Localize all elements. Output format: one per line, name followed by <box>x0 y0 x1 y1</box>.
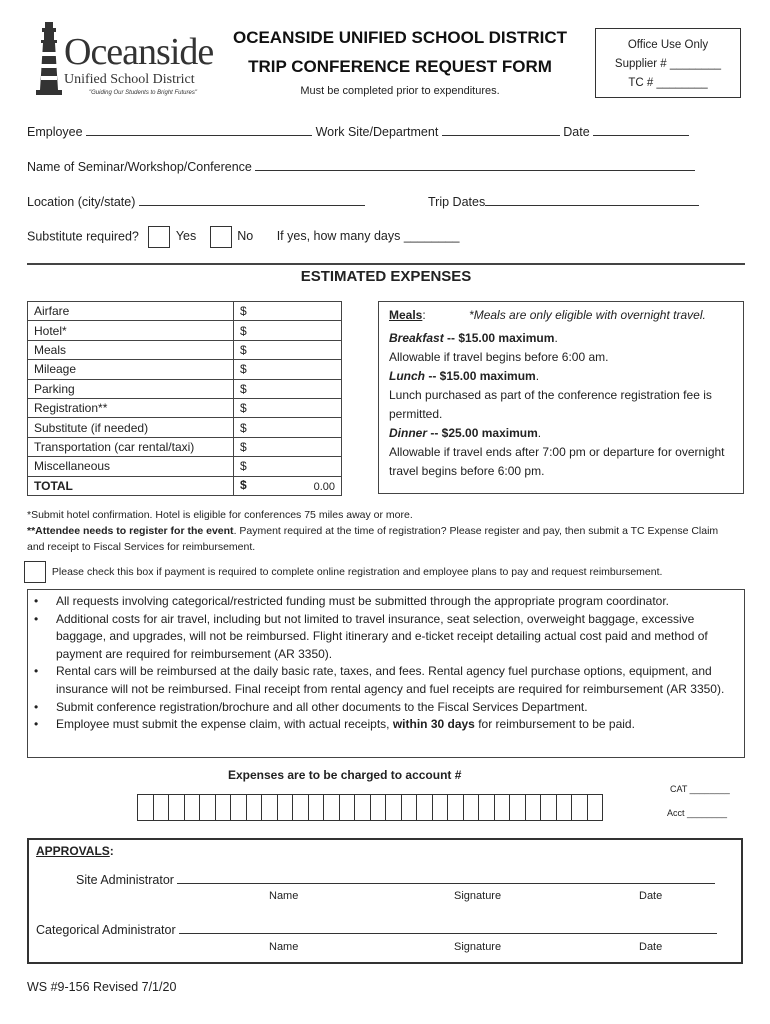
approvals-title-text: APPROVALS <box>36 844 110 858</box>
lunch-amount: -- $15.00 maximum <box>428 369 536 383</box>
employee-label: Employee <box>27 125 83 139</box>
expense-label: Mileage <box>28 360 234 379</box>
attendee-note <box>27 523 727 555</box>
expense-amount-field[interactable] <box>234 302 342 321</box>
section-divider <box>27 263 745 265</box>
trip-dates-label: Trip Dates <box>428 195 486 209</box>
date-field[interactable] <box>593 125 689 136</box>
location-row <box>27 195 365 209</box>
how-many-days-field[interactable]: If yes, how many days ________ <box>276 229 460 244</box>
expense-label: Registration** <box>28 398 234 417</box>
account-digit-box[interactable] <box>168 794 185 821</box>
expense-label: Transportation (car rental/taxi) <box>28 437 234 456</box>
table-row <box>28 437 342 456</box>
list-item <box>56 716 738 734</box>
account-digit-box[interactable] <box>323 794 340 821</box>
account-digit-box[interactable] <box>509 794 526 821</box>
employee-row <box>27 125 689 139</box>
meals-box: Meals: *Meals are only eligible with overnight travel. Breakfast -- $15.00 maximum. Allowable if travel begins before 6:00 am. Lunch -- $15.00 maximum. Lunch purchased as part of the conference registration fee is permitted. Dinner -- $25.00 maximum. Allowable if travel ends after 7:00 pm or departure for overnight travel begins before 6:00 pm. <box>378 301 744 494</box>
account-digit-box[interactable] <box>277 794 294 821</box>
logo-subtitle: Unified School District <box>64 72 195 87</box>
site-admin-name-label: Name <box>269 890 299 902</box>
account-digit-box[interactable] <box>230 794 247 821</box>
substitute-row <box>27 226 459 248</box>
account-digit-box[interactable] <box>137 794 154 821</box>
logo-tagline: "Guiding Our Students to Bright Futures" <box>89 90 197 96</box>
currency-symbol: $ <box>240 323 247 338</box>
location-label: Location (city/state) <box>27 195 136 209</box>
supplier-field[interactable]: Supplier # ________ <box>614 58 722 70</box>
location-field[interactable] <box>139 195 365 206</box>
table-row <box>28 321 342 340</box>
attendee-note-bold: **Attendee needs to register for the event <box>27 525 234 537</box>
district-title: OCEANSIDE UNIFIED SCHOOL DISTRICT <box>232 28 568 47</box>
site-admin-signature-label: Signature <box>454 890 502 902</box>
employee-field[interactable] <box>86 125 312 136</box>
approvals-box <box>27 838 743 964</box>
account-number-boxes <box>137 794 602 821</box>
list-item: • Submit conference registration/brochure and all other documents to the Fiscal Services Department. <box>56 699 738 717</box>
expense-label: Miscellaneous <box>28 457 234 476</box>
currency-symbol: $ <box>240 342 247 357</box>
account-digit-box[interactable] <box>416 794 433 821</box>
last-bullet-tail: for reimbursement to be paid. <box>474 717 635 732</box>
trip-dates-row <box>428 195 699 209</box>
expense-amount-field[interactable] <box>234 340 342 359</box>
currency-symbol: $ <box>240 420 247 435</box>
online-payment-text: Please check this box if payment is required to complete online registration and employee plans to pay and request reimbursement. <box>51 565 663 578</box>
table-row <box>28 418 342 437</box>
expense-amount-field[interactable] <box>234 418 342 437</box>
table-row <box>28 398 342 417</box>
account-digit-box[interactable] <box>463 794 480 821</box>
total-label: TOTAL <box>28 476 234 495</box>
account-digit-box[interactable] <box>246 794 263 821</box>
currency-symbol: $ <box>240 401 247 416</box>
account-digit-box[interactable] <box>292 794 309 821</box>
trip-dates-field[interactable] <box>485 195 699 206</box>
lunch-label: Lunch <box>389 369 425 383</box>
list-item: • Additional costs for air travel, including but not limited to travel insurance, seat selection, overweight baggage, excessive baggage, and upgrades, will not be reimbursed. Flight itinerary and e-ticket receipt detailing actual cost paid and method of payment are required for reimbursement (AR 3350). <box>56 611 738 664</box>
approvals-title <box>36 844 114 858</box>
account-digit-box[interactable] <box>354 794 371 821</box>
table-row <box>28 379 342 398</box>
no-label: No <box>237 229 254 244</box>
expense-label: Meals <box>28 340 234 359</box>
account-digit-box[interactable] <box>571 794 588 821</box>
account-digit-box[interactable] <box>432 794 449 821</box>
account-digit-box[interactable] <box>339 794 356 821</box>
substitute-yes-checkbox[interactable] <box>148 226 170 248</box>
account-digit-box[interactable] <box>184 794 201 821</box>
expense-label: Airfare <box>28 302 234 321</box>
expense-amount-field[interactable] <box>234 360 342 379</box>
form-title: TRIP CONFERENCE REQUEST FORM <box>248 57 552 76</box>
expense-amount-field[interactable] <box>234 321 342 340</box>
acct-field[interactable]: Acct ________ <box>667 808 728 818</box>
meals-heading: Meals <box>389 308 423 322</box>
date-label: Date <box>563 125 590 139</box>
logo-word: Oceanside <box>64 31 214 73</box>
expense-amount-field[interactable] <box>234 379 342 398</box>
account-digit-box[interactable] <box>494 794 511 821</box>
account-digit-box[interactable] <box>556 794 573 821</box>
attendee-note-text: . Payment required at the time of registration? Please register and pay, then submit a TC Expense Claim and receipt to Fiscal Services for reimbursement. <box>27 525 719 553</box>
substitute-no-checkbox[interactable] <box>210 226 232 248</box>
cat-admin-label: Categorical Administrator <box>36 923 176 937</box>
worksite-field[interactable] <box>442 125 560 136</box>
form-revision: WS #9-156 Revised 7/1/20 <box>27 980 177 994</box>
account-digit-box[interactable] <box>587 794 604 821</box>
total-row <box>28 476 342 495</box>
site-admin-date-label: Date <box>639 890 663 902</box>
cat-admin-name-label: Name <box>269 941 299 953</box>
cat-admin-signature-label: Signature <box>454 941 502 953</box>
office-use-heading: Office Use Only <box>627 39 709 51</box>
seminar-label: Name of Seminar/Workshop/Conference <box>27 160 252 174</box>
cat-admin-signature-line[interactable] <box>179 923 717 934</box>
account-title: Expenses are to be charged to account # <box>228 768 462 782</box>
breakfast-amount: -- $15.00 maximum <box>447 331 555 345</box>
account-digit-box[interactable] <box>261 794 278 821</box>
hotel-note: *Submit hotel confirmation. Hotel is eligible for conferences 75 miles away or more. <box>27 509 413 521</box>
substitute-label: Substitute required? <box>27 229 139 244</box>
table-row <box>28 302 342 321</box>
account-digit-box[interactable] <box>199 794 216 821</box>
currency-symbol: $ <box>240 362 247 377</box>
currency-symbol: $ <box>240 459 247 474</box>
account-digit-box[interactable] <box>540 794 557 821</box>
expense-notes <box>27 507 727 555</box>
account-digit-box[interactable] <box>215 794 232 821</box>
breakfast-label: Breakfast <box>389 331 444 345</box>
account-digit-box[interactable] <box>447 794 464 821</box>
expense-amount-field[interactable] <box>234 437 342 456</box>
account-digit-box[interactable] <box>478 794 495 821</box>
expense-label: Substitute (if needed) <box>28 418 234 437</box>
account-digit-box[interactable] <box>525 794 542 821</box>
account-digit-box[interactable] <box>308 794 325 821</box>
tc-field[interactable]: TC # ________ <box>628 77 708 89</box>
last-bullet-bold: within 30 days <box>392 717 475 732</box>
dinner-amount: -- $25.00 maximum <box>430 426 538 440</box>
currency-symbol: $ <box>240 478 247 493</box>
meals-note: *Meals are only eligible with overnight travel. <box>469 308 706 322</box>
currency-symbol: $ <box>240 304 247 319</box>
list-item: • All requests involving categorical/restricted funding must be submitted through the appropriate program coordinator. <box>56 593 738 611</box>
district-logo <box>34 20 214 100</box>
cat-admin-row <box>36 923 717 937</box>
account-digit-box[interactable] <box>385 794 402 821</box>
approvals-colon: : <box>109 844 114 858</box>
account-digit-box[interactable] <box>401 794 418 821</box>
seminar-row <box>27 160 695 174</box>
policy-bullets <box>27 589 745 758</box>
yes-label: Yes <box>175 229 197 244</box>
account-digit-box[interactable] <box>370 794 387 821</box>
lunch-rule: Lunch purchased as part of the conference registration fee is permitted. <box>389 388 712 421</box>
total-value: 0.00 <box>313 481 335 494</box>
expense-label: Hotel* <box>28 321 234 340</box>
office-use-box <box>595 28 741 98</box>
last-bullet-text: Employee must submit the expense claim, with actual receipts, <box>56 717 393 732</box>
account-digit-box[interactable] <box>153 794 170 821</box>
list-item: • Rental cars will be reimbursed at the daily basic rate, taxes, and fees. Rental agency fuel purchase options, equipment, and insurance will not be reimbursed. Final receipt from rental agency and fuel receipts are required for reimbursement (AR 3350). <box>56 663 738 698</box>
total-amount <box>234 476 342 495</box>
expense-amount-field[interactable] <box>234 398 342 417</box>
seminar-field[interactable] <box>255 160 695 171</box>
dinner-label: Dinner <box>389 426 428 440</box>
worksite-label: Work Site/Department <box>315 125 439 139</box>
cat-field[interactable]: CAT ________ <box>670 784 730 794</box>
cat-admin-date-label: Date <box>639 941 663 953</box>
breakfast-rule: Allowable if travel begins before 6:00 am. <box>389 350 609 364</box>
expense-label: Parking <box>28 379 234 398</box>
table-row <box>28 457 342 476</box>
table-row <box>28 360 342 379</box>
online-payment-row <box>24 561 662 583</box>
expense-table <box>27 301 342 496</box>
lighthouse-icon <box>34 20 64 98</box>
expense-amount-field[interactable] <box>234 457 342 476</box>
form-title-block <box>220 28 580 97</box>
estimated-expenses-title: ESTIMATED EXPENSES <box>300 268 472 285</box>
table-row <box>28 340 342 359</box>
site-admin-row <box>76 873 715 887</box>
site-admin-signature-line[interactable] <box>177 873 715 884</box>
currency-symbol: $ <box>240 381 247 396</box>
site-admin-label: Site Administrator <box>76 873 174 887</box>
currency-symbol: $ <box>240 439 247 454</box>
dinner-rule: Allowable if travel ends after 7:00 pm or departure for overnight travel begins before 6:00 pm. <box>389 445 725 478</box>
form-subtitle: Must be completed prior to expenditures. <box>300 85 500 97</box>
online-payment-checkbox[interactable] <box>24 561 46 583</box>
